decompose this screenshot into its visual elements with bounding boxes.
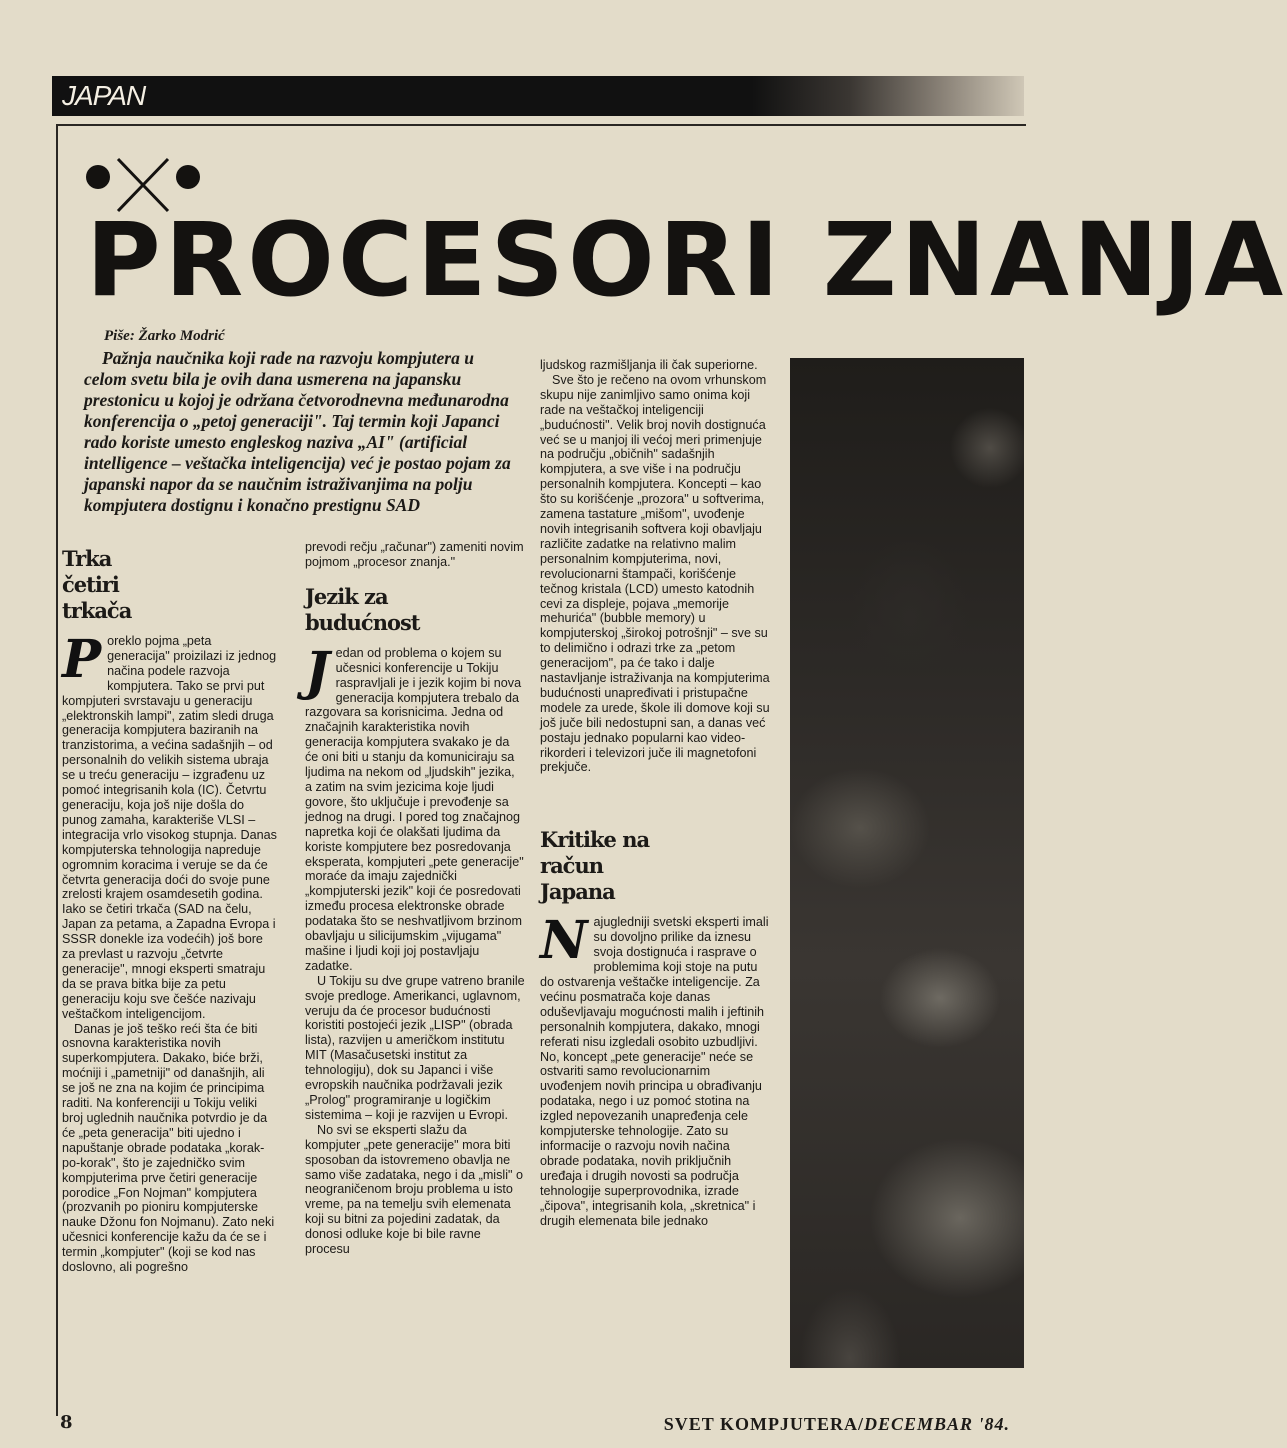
drop-cap: J [305, 640, 330, 702]
paragraph-text: edan od problema o kojem su učesnici konferencije u Tokiju raspravljali je i jezik kojim bi nova generacija kompjutera trebalo da razgovara sa korisnicima. Jedna od značajnih karakteristika novih generacija kompjutera svakako je da će oni biti u stanju da komuniciraju sa ljudima na nekom od „ljudskih" jezika, a zatim na svim jezicima koje ljudi govore, što uključuje i prevođenje sa jednog na drugi. I pored tog značajnog napretka koji će olakšati ljudima da koriste kompjutere bez posredovanja eksperata, kompjuteri „pete generacije" moraće da imaju zajednički „kompjuterski jezik" koji će posredovati između procesa elektronske obrade podataka što se neshvatljivom brzinom obavljaju u silicijumskim „vijugama" mašine i ljudi koji joj postavljaju zadatke. [305, 645, 524, 973]
lead-paragraph: Pažnja naučnika koji rade na razvoju kompjutera u celom svetu bila je ovih dana usmerena na japansku prestonicu u kojoj je održana četvorodnevna međunarodna konferencija o „petoj generaciji". Taj termin koji Japanci rado koriste umesto engleskog naziva „AI" (artificial intelligence – veštačka inteligencija) već je postao pojam za japanski napor da se naučnim istraživanjima na polju kompjutera dostignu i konačno prestignu SAD [84, 348, 511, 515]
column-2 [305, 540, 525, 1257]
paragraph: ljudskog razmišljanja ili čak superiorne. [540, 358, 758, 372]
page-number: 8 [60, 1412, 73, 1433]
headline: PROCESORI ZNANJA [86, 201, 1287, 320]
magazine-footer [664, 1414, 1010, 1435]
paragraph [62, 629, 277, 1022]
magazine-name: SVET KOMPJUTERA/ [663, 1414, 864, 1434]
paragraph: U Tokiju su dve grupe vatreno branile svoje predloge. Amerikanci, uglavnom, veruju da će procesor budućnosti koristiti postojeći jezik „LISP" (obrada lista), razvijen u američkom institutu MIT (Masačusetski institut za tehnologiju), dok su Japanci i više evropskih naučnika podržavali jezik „Prolog" programiranje u logičkim sistemima – koji je razvijen u Evropi. [305, 973, 525, 1122]
paragraph: No svi se eksperti slažu da kompjuter „pete generacije" mora biti sposoban da istovremeno obavlja ne samo više zadataka, nego i da „misli" o neograničenom broju problema u isto vreme, pa na temelju svih elemenata koji su bitni za pojedini zadatak, da donosi odluke koje bi bile ravne procesu [305, 1122, 523, 1257]
paragraph-text: oreklo pojma „peta generacija" proizilazi iz jednog načina podele razvoja kompjutera. Tako se prvi put kompjuteri svrstavaju u generaciju „elektronskih lampi", zatim sledi druga generacija kompjutera baziranih na tranzistorima, a većina sadašnjih – od personalnih do velikih sistema ubraja se u treću generaciju – izgrađenu uz pomoć integrisanih kola (IC). Četvrtu generaciju, koja još nije došla do punog zamaha, karakteriše VLSI – integracija vrlo visokog stupnja. Danas kompjuterska tehnologija napreduje ogromnim koracima i veruje se da će četvrta generacija doći do svoje pune zrelosti krajem osamdesetih godina. Iako se četiri trkača (SAD na čelu, Japan za petama, a Zapadna Evropa i SSSR donekle iza vodećih) još bore za prevlast u razvoju „četvrte generacije", mnogi eksperti smatraju da se prava bitka bije za petu generaciju koju sve češće nazivaju veštačkom inteligencijom. [62, 634, 277, 1021]
column-1 [62, 546, 277, 1275]
subheading-jezik: Jezik za budućnost [305, 583, 420, 635]
drop-cap: N [540, 910, 588, 972]
conference-photo [790, 358, 1024, 1368]
section-banner [52, 76, 1024, 116]
paragraph: Danas je još teško reći šta će biti osnovna karakteristika novih superkompjutera. Dakako, biće brži, moćniji i „pametniji" od današnjih, ali se još ne zna na kojim će principima raditi. Na konferenciji u Tokiju veliki broj uglednih naučnika potvrdio je da će „peta generacija" biti ujedno i napuštanje obrade podataka „korak-po-korak", što je zajedničko svim kompjuterima prve četiri generacije porodice „Fon Nojman" kompjutera (prozvanih po pioniru kompjuterske nauke Džonu fon Nojmanu). Zato neki učesnici konferencije kažu da će se i termin „kompjuter" (koji se kod nas doslovno, ali pogrešno [62, 1021, 275, 1275]
paragraph: prevodi rečju „računar") zameniti novim pojmom „procesor znanja." [305, 540, 524, 569]
paragraph [305, 640, 525, 974]
paragraph: Sve što je rečeno na ovom vrhunskom skupu nije zanimljivo samo onima koji rade na veštačkoj inteligenciji „budućnosti". Velik broj novih dostignuća već se u manjoj ili većoj meri primenjuje na području „običnih" sadašnjih kompjutera, a sve više i na području personalnih kompjutera. Koncepti – kao što su korišćenje „prozora" u softverima, zamena tastature „mišom", uvođenje novih integrisanih softvera koji obavljaju različite zadatke na relativno malim personalnim kompjuterima, novi, revolucionarni štampači, korišćenje tečnog kristala (LCD) umesto katodnih cevi za displeje, pojava „memorije mehurića" (bubble memory) u kompjuterskoj „širokoj potrošnji" – sve su to delimično i odrazi trke za „petom generacijom", pa će tako i dalje nastavljanje istraživanja na kompjuterima budućnosti unapređivati i pristupačne modele za urede, škole ili domove koji su još juče bili nedostupni san, a danas već postaju jednako popularni kao video-rikorderi i televizori juče ili magnetofoni prekjuče. [540, 372, 770, 775]
byline: Piše: Žarko Modrić [104, 328, 225, 344]
column-3 [540, 358, 772, 1228]
section-label: JAPAN [62, 80, 146, 111]
subheading-trka: Trka četiri trkača [62, 546, 132, 623]
paragraph-text: ajugledniji svetski eksperti imali su dovoljno prilike da iznesu svoja dostignuća i rasprave o problemima koji stoje na putu do ostvarenja veštačke inteligencije. Za većinu posmatrača koje danas oduševljavaju mogućnosti malih i jeftinih personalnih kompjutera, dakako, mnogi referati nisu izgledali osobito uzbudljivi. No, koncept „pete generacije" neće se ostvariti samo revolucionarnim uvođenjem novih principa u obrađivanju podataka, nego i uz pomoć stotina na izgled nepovezanih unapređenja cele kompjuterske tehnologije. Zato su informacije o razvoju novih načina obrade podataka, novih priključnih uređaja i drugih novosti sa područja tehnologije superprovodnika, izrade „čipova", integrisanih kola, „skretnica" i drugih elemenata bile jednako [540, 915, 769, 1228]
paragraph [540, 910, 772, 1228]
issue-date: DECEMBAR '84. [863, 1414, 1010, 1434]
drop-cap: P [62, 629, 102, 690]
subheading-kritike: Kritike na račun Japana [540, 827, 650, 905]
